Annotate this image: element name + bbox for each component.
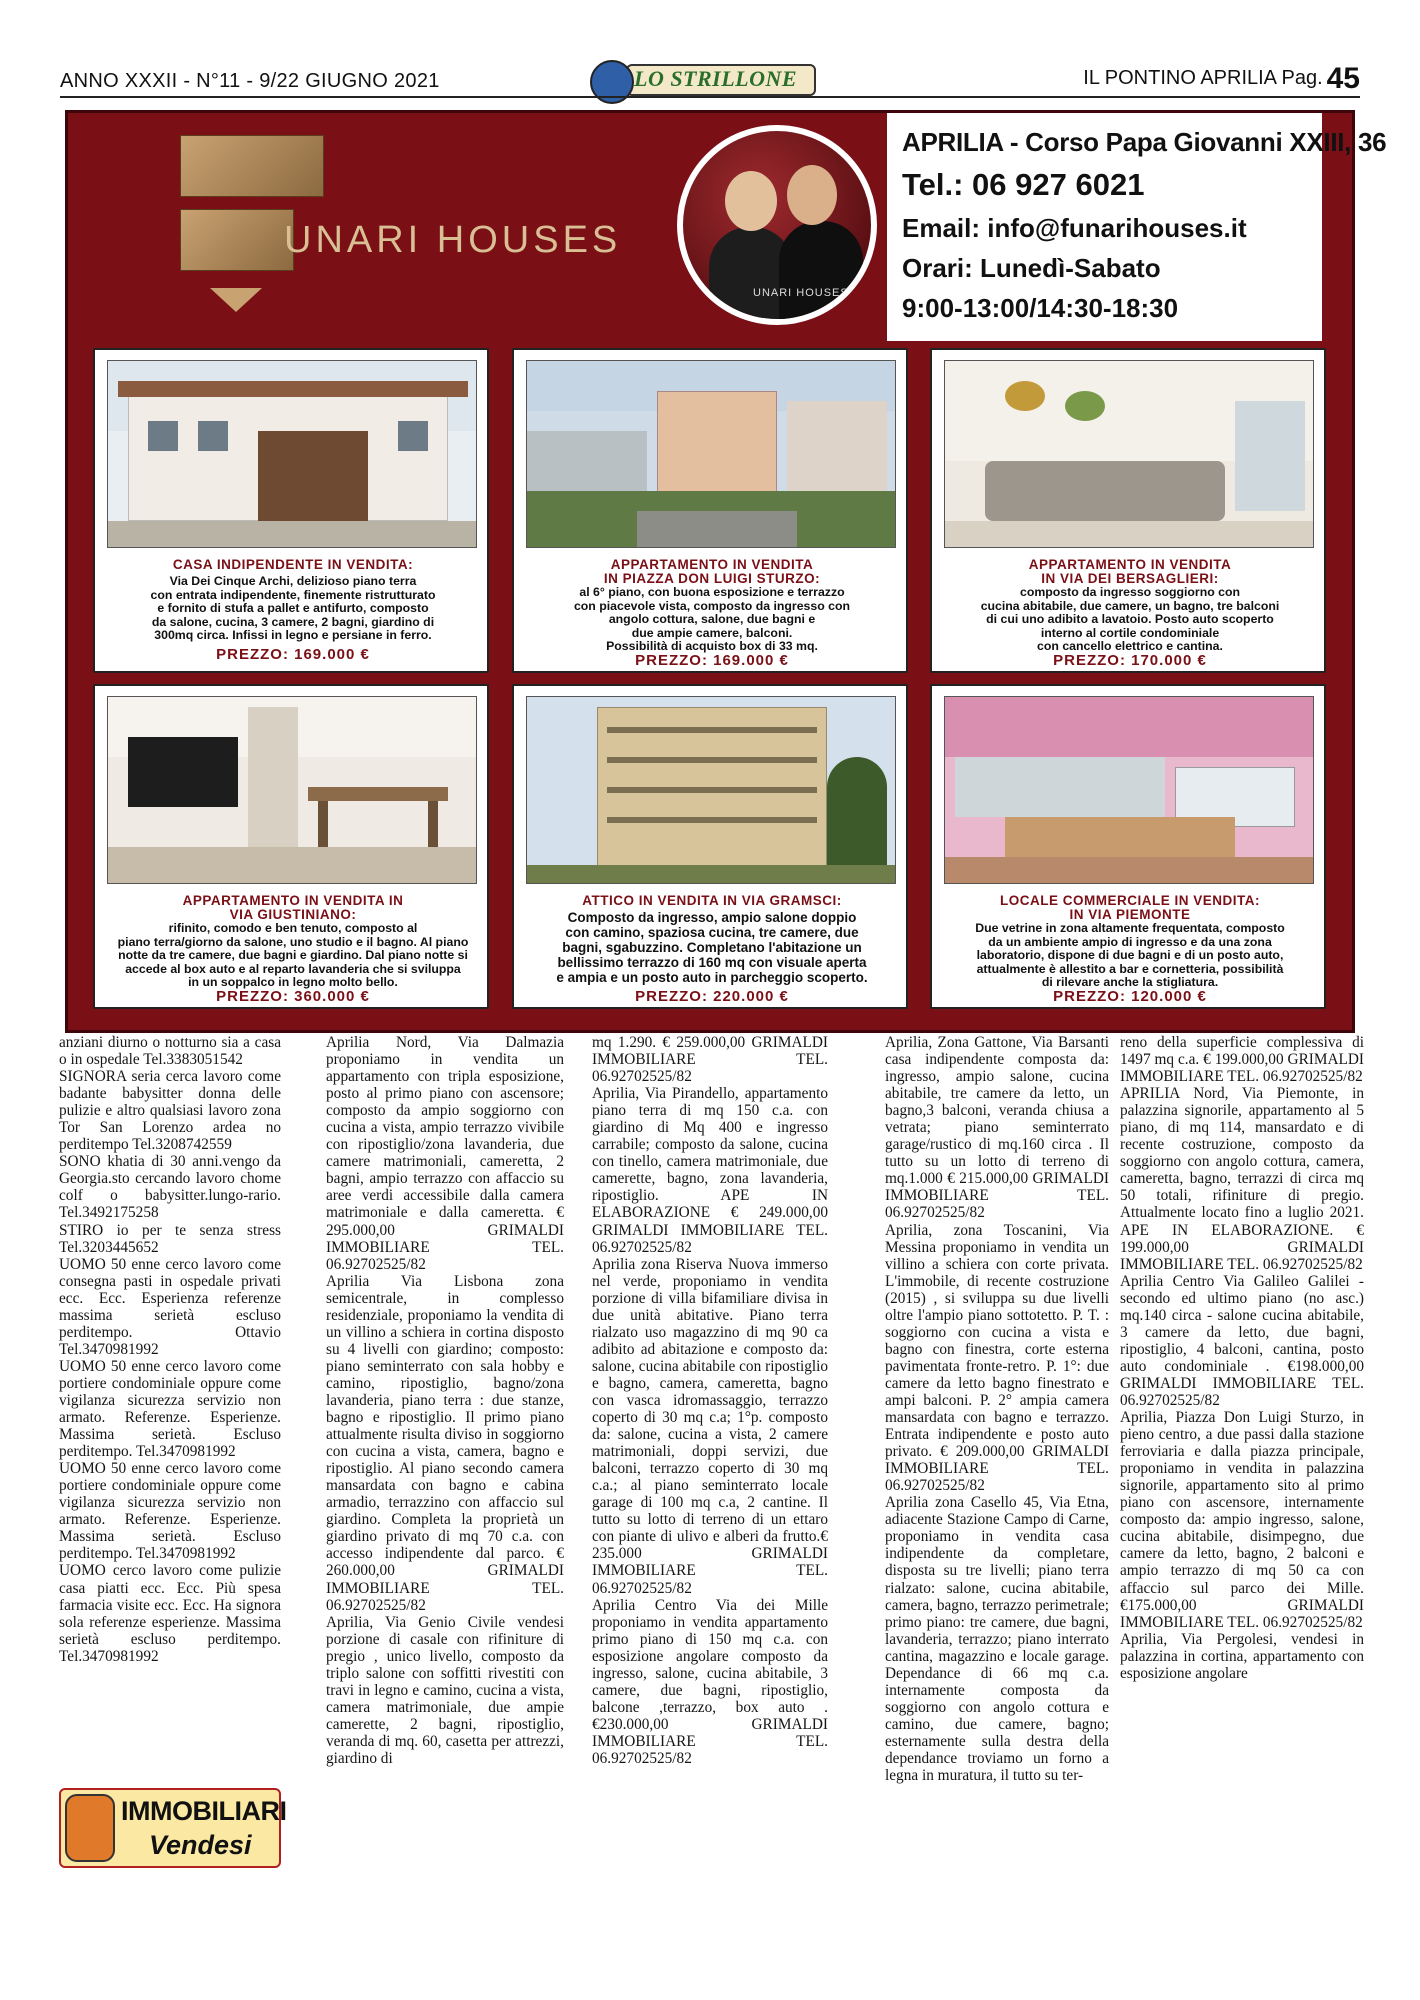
logo-triangle-icon — [210, 288, 262, 312]
listing-description: rifinito, comodo e ben tenuto, composto al piano terra/giorno da salone, uno studio e il bagno. Al piano notte da tre camere, due bagni e giardino. Dal piano notte si accede al box auto e al reparto lavanderia che si sviluppa in un soppalco in legno molto bello. — [117, 921, 469, 990]
listing-title: APPARTAMENTO IN VENDITA IN VIA GIUSTINIANO: — [182, 893, 404, 922]
listing-card — [512, 684, 908, 1009]
listing-card — [512, 348, 908, 673]
classifieds-column-1: anziani diurno o notturno sia a casa o in ospedale Tel.3383051542 SIGNORA seria cerca lavoro come badante babysitter donna delle pulizie e altro qualsiasi lavoro zona Tor San Lorenzo ardea no perditempo Tel.3208742559 SONO khatia di 30 anni.vengo da Georgia.sto cercando lavoro chome colf o babysitter.lungo-rario. Tel.3492175258 STIRO io per te senza stress Tel.3203445652 UOMO 50 enne cerco lavoro come consegna pasti in ospedale privati ecc. Ecc. Esperienza referenze massima serietà escluso perditempo. Ottavio Tel.3470981992 UOMO 50 enne cerco lavoro come portiere condominiale oppure come vigilanza sicurezza servizio non armato. Referenze. Esperienze. Massima serietà. Escluso perditempo. Tel.3470981992 UOMO 50 enne cerco lavoro come portiere condominiale oppure come vigilanza sicurezza servizio non armato. Referenze. Esperienze. Massima serietà. Escluso perditempo. Tel.3470981992 UOMO cerco lavoro come pulizie casa piatti ecc. Ecc. Più spesa farmacia visite ecc. Ecc. Ha signora sola referenze esperienze. Massima serietà escluso perditempo. Tel.3470981992 — [59, 1034, 281, 1665]
header-rule — [60, 96, 1360, 98]
badge-line1: IMMOBILIARI — [121, 1796, 287, 1826]
agency-hours-label: Orari: Lunedì-Sabato — [902, 253, 1161, 283]
villa-photo — [107, 360, 477, 548]
listing-description: Due vetrine in zona altamente frequentata, composto da un ambiente ampio di ingresso e da una zona laboratorio, dispone di due bagni e di un posto auto, attualmente è allestito a bar e cornetteria, possibilità di rilevare anche la stigliatura. — [975, 921, 1285, 990]
listing-description: al 6° piano, con buona esposizione e terrazzo con piacevole vista, composto da ingresso con angolo cottura, salone, due bagni e due ampie camere, balconi. Possibilità di acquisto box di 33 mq. — [573, 585, 851, 654]
dining-room-photo — [107, 696, 477, 884]
bar-photo — [944, 696, 1314, 884]
listing-title: APPARTAMENTO IN VENDITA IN VIA DEI BERSAGLIERI: — [1028, 557, 1232, 586]
buildings-photo — [526, 360, 896, 548]
classifieds-column-5: reno della superficie complessiva di 1497 mq c.a. € 199.000,00 GRIMALDI IMMOBILIARE TEL. 06.92702525/82 APRILIA Nord, Via Piemonte, in palazzina signorile, appartamento al 5 piano, di mq 114, mansardato e di recente costruzione, composto da soggiorno con angolo cottura, camera, cameretta, bagno, terrazzi di circa mq 50 totali, rifiniture di pregio. Attualmente locato fino a luglio 2021. APE IN ELABORAZIONE. € 199.000,00 GRIMALDI IMMOBILIARE TEL. 06.92702525/82 Aprilia Centro Via Galileo Galilei - secondo ed ultimo piano (no asc.) mq.140 circa - salone cucina abitabile, 3 camere da letto, due bagni, ripostiglio, 4 balconi, cantina, posto auto condominiale . €198.000,00 GRIMALDI IMMOBILIARE TEL. 06.92702525/82 Aprilia, Piazza Don Luigi Sturzo, in pieno centro, a due passi dalla stazione ferroviaria e dalla piazza principale, proponiamo in vendita in palazzina signorile, appartamento sito al primo piano con ascensore, internamente composto da: ampio ingresso, salone, cucina abitabile, disimpegno, due camere da letto, bagno, 2 balconi e ampio terrazzo di mq 50 ca con affaccio sul parco dei Mille. €175.000,00 GRIMALDI IMMOBILIARE TEL. 06.92702525/82 Aprilia, Via Pergolesi, vendesi in palazzina in cortina, appartamento con esposizione angolare — [1120, 1034, 1364, 1682]
page-number: 45 — [1326, 62, 1360, 95]
agent-body — [779, 221, 863, 325]
immobiliari-vendesi-badge — [59, 1788, 287, 1868]
masthead-text: LO STRILLONE — [634, 66, 798, 91]
listing-card — [930, 684, 1326, 1009]
listing-card — [93, 348, 489, 673]
portrait-logo: UNARI HOUSES — [753, 287, 849, 299]
agency-hours: 9:00-13:00/14:30-18:30 — [902, 293, 1179, 323]
brand-logo-area — [102, 113, 887, 341]
listing-title: APPARTAMENTO IN VENDITA IN PIAZZA DON LUIGI STURZO: — [603, 557, 821, 586]
listing-title: ATTICO IN VENDITA IN VIA GRAMSCI: — [582, 893, 842, 908]
listing-price: PREZZO: 120.000 € — [1053, 988, 1207, 1005]
agency-address: APRILIA - Corso Papa Giovanni XXIII, 36 — [902, 127, 1387, 157]
listing-title: CASA INDIPENDENTE IN VENDITA: — [172, 557, 414, 572]
logo-square-top — [180, 135, 324, 197]
listing-price: PREZZO: 220.000 € — [635, 988, 789, 1005]
agent-face — [725, 171, 777, 231]
classifieds-column-2: Aprilia Nord, Via Dalmazia proponiamo in vendita un appartamento con tripla esposizione, posto al primo piano con ascensore; composto da ampio soggiorno con cucina a vista, ampio terrazzo vivibile con ripostiglio/zona lavanderia, due camere matrimoniali, cameretta, 2 bagni, ampio terrazzo con affaccio su aree verdi accessibile dalla camera matrimoniale e dalla cameretta. € 295.000,00 GRIMALDI IMMOBILIARE TEL. 06.92702525/82 Aprilia Via Lisbona zona semicentrale, in complesso residenziale, proponiamo la vendita di un villino a schiera in cortina disposto su 4 livelli con giardino; composto: piano seminterrato con sala hobby e camino, ripostiglio, bagno/zona lavanderia, piano terra : due stanze, bagno e ripostiglio. Il primo piano attualmente risulta diviso in soggiorno con cucina a vista, camera, bagno e ripostiglio. Al piano secondo camera mansardata con bagno e cabina armadio, terrazzino con affaccio sul giardino. Completa la proprietà un giardino privato di mq 70 c.a. con accesso indipendente dal parco. € 260.000,00 GRIMALDI IMMOBILIARE TEL. 06.92702525/82 Aprilia, Via Genio Civile vendesi porzione di casale con rifiniture di pregio , unico livello, composto da triplo salone con soffitti rivestiti con travi in legno e camino, cucina a vista, camera matrimoniale, due ampie camerette, 2 bagni, ripostiglio, veranda di mq. 60, casetta per attrezzi, giardino di — [326, 1034, 564, 1767]
listing-price: PREZZO: 360.000 € — [216, 988, 370, 1005]
listing-price: PREZZO: 170.000 € — [1053, 652, 1207, 669]
agency-phone: Tel.: 06 927 6021 — [902, 167, 1145, 202]
tower-photo — [526, 696, 896, 884]
listing-description: Via Dei Cinque Archi, delizioso piano terra con entrata indipendente, finemente ristrutturato e fornito di stufa a pallet e antifurto, composto da salone, cucina, 3 camere, 2 bagni, giardino di 300mq circa. Infissi in legno e persiane in ferro. — [150, 574, 436, 643]
classifieds-column-4: Aprilia, Zona Gattone, Via Barsanti casa indipendente composta da: ingresso, ampio salone, cucina abitabile, tre camere da letto, un bagno,3 balconi, veranda chiusa a vetrata; piano seminterrato garage/rustico di mq.160 circa . Il tutto su un lotto di terreno di mq.1.000 € 215.000,00 GRIMALDI IMMOBILIARE TEL. 06.92702525/82 Aprilia, zona Toscanini, Via Messina proponiamo in vendita un villino a schiera con corte privata. L'immobile, di recente costruzione (2015) , si sviluppa su due livelli oltre l'ampio piano sottotetto. P. T. : soggiorno con cucina a vista e bagno con finestra, corte esterna pavimentata fronte-retro. P. 1°: due camere da letto bagno finestrato e ampi balconi. P. 2° ampia camera mansardata con bagno e terrazzo. Entrata indipendente e posto auto privato. € 209.000,00 GRIMALDI IMMOBILIARE TEL. 06.92702525/82 Aprilia zona Casello 45, Via Etna, adiacente Stazione Campo di Carne, proponiamo in vendita casa indipendente da completare, disposta su tre livelli; piano terra rialzato: salone, cucina abitabile, camera, bagno, terrazzo perimetrale; primo piano: tre camere, due bagni, lavanderia, terrazzo; piano interrato cantina, magazzino e locale garage. Dependance di 66 mq c.a. internamente composta da soggiorno con angolo cottura e camino, due camere, bagno; esternamente sulla destra della dependance troviamo un forno a legna in muratura, il tutto su ter- — [885, 1034, 1109, 1785]
classifieds-column-3: mq 1.290. € 259.000,00 GRIMALDI IMMOBILIARE TEL. 06.92702525/82 Aprilia, Via Pirandello, appartamento piano terra di mq 150 c.a. con giardino di Mq 400 e ingresso carrabile; composto da salone, cucina con tinello, camera matrimoniale, due camerette, bagno, zona lavanderia, ripostiglio. APE IN ELABORAZIONE € 249.000,00 GRIMALDI IMMOBILIARE TEL. 06.92702525/82 Aprilia zona Riserva Nuova immerso nel verde, proponiamo in vendita porzione di villa bifamiliare divisa in due unità abitative. Piano terra rialzato uso magazzino di mq 90 ca adibito ad abitazione e composto da: salone, cucina abitabile con ripostiglio e bagno, camera, cameretta, bagno con vasca idromassaggio, terrazzo coperto di 30 mq c.a; 1°p. composto da: salone, cucina a vista, 2 camere matrimoniali, doppi servizi, due balconi, terrazzo coperto di 30 mq c.a.; al piano seminterrato locale garage di 100 mq c.a, 2 cantine. Il tutto su lotto di terreno di un ettaro con piante di ulivo e alberi da frutto.€ 235.000 GRIMALDI IMMOBILIARE TEL. 06.92702525/82 Aprilia Centro Via dei Mille proponiamo in vendita appartamento primo piano di 150 mq c.a. con esposizione angolare composto da ingresso, salone, cucina abitabile, 3 camere, due bagni, ripostiglio, balcone ,terrazzo, box auto . €230.000,00 GRIMALDI IMMOBILIARE TEL. 06.92702525/82 — [592, 1034, 828, 1767]
issue-info: ANNO XXXII - N°11 - 9/22 GIUGNO 2021 — [60, 70, 440, 92]
publication-page — [1083, 62, 1360, 96]
listing-price: PREZZO: 169.000 € — [635, 652, 789, 669]
brand-name: UNARI HOUSES — [284, 219, 622, 261]
newsboy-icon — [65, 1794, 115, 1862]
listing-description: Composto da ingresso, ampio salone doppio con camino, spaziosa cucina, tre camere, due bagni, sgabuzzino. Completano l'abitazione un bellissimo terrazzo di 160 mq con visuale aperta e ampia e un posto auto in parcheggio scoperto. — [556, 910, 868, 985]
logo-square-bottom — [180, 209, 294, 271]
agents-portrait — [677, 125, 877, 325]
listing-description: composto da ingresso soggiorno con cucina abitabile, due camere, un bagno, tre balconi di cui uno adibito a lavatoio. Posto auto scoperto interno al cortile condominiale con cancello elettrico e cantina. — [980, 585, 1280, 654]
publication-name: IL PONTINO APRILIA Pag. — [1083, 67, 1323, 89]
listing-price: PREZZO: 169.000 € — [216, 646, 370, 663]
listing-card — [930, 348, 1326, 673]
agent-face — [787, 165, 837, 225]
listing-title: LOCALE COMMERCIALE IN VENDITA: IN VIA PIEMONTE — [1000, 893, 1260, 922]
living-room-photo — [944, 360, 1314, 548]
contact-info — [902, 113, 1387, 341]
listing-card — [93, 684, 489, 1009]
ad-header — [102, 113, 1387, 341]
agency-email: Email: info@funarihouses.it — [902, 213, 1247, 243]
badge-line2: Vendesi — [149, 1830, 252, 1860]
